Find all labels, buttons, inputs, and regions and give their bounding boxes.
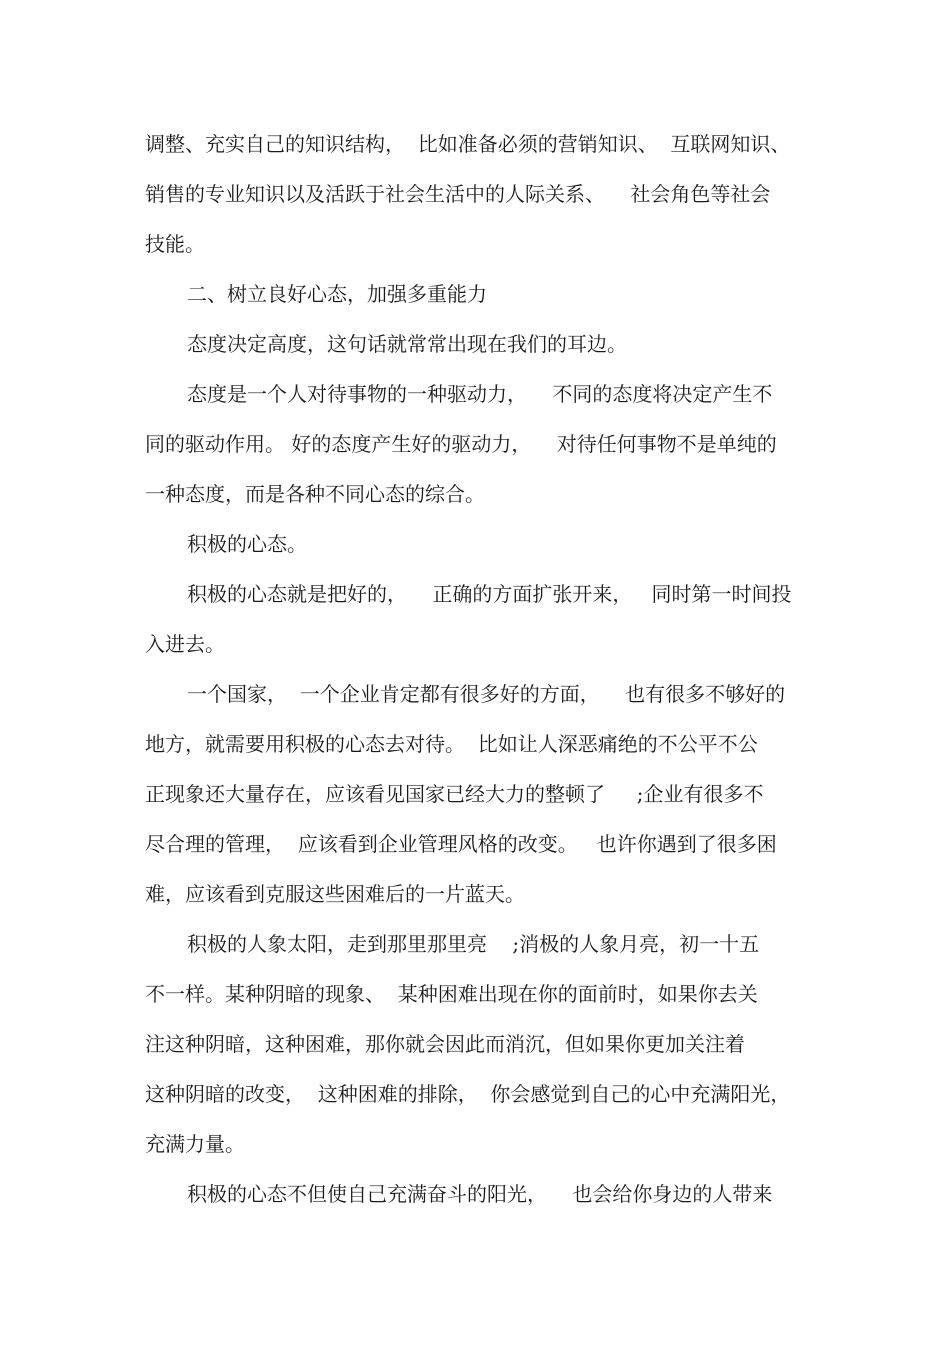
text-line: 正现象还大量存在，应该看见国家已经大力的整顿了 ;企业有很多不 bbox=[145, 782, 764, 806]
text-line: 这种阴暗的改变， 这种困难的排除， 你会感觉到自己的心中充满阳光， bbox=[145, 1082, 791, 1106]
text-line: 积极的心态就是把好的， 正确的方面扩张开来， 同时第一时间投 bbox=[187, 582, 792, 606]
text-line: 积极的心态。 bbox=[187, 532, 307, 556]
text-line: 难，应该看到克服这些困难后的一片蓝天。 bbox=[145, 882, 525, 906]
text-line: 积极的人象太阳，走到那里那里亮 ;消极的人象月亮，初一十五 bbox=[187, 932, 760, 956]
text-line: 充满力量。 bbox=[145, 1132, 245, 1156]
text-line: 一种态度，而是各种不同心态的综合。 bbox=[145, 482, 485, 506]
section-heading: 二、树立良好心态，加强多重能力 bbox=[187, 282, 487, 306]
text-line: 态度是一个人对待事物的一种驱动力， 不同的态度将决定产生不 bbox=[187, 382, 773, 406]
text-line: 态度决定高度，这句话就常常出现在我们的耳边。 bbox=[187, 332, 627, 356]
text-line: 不一样。某种阴暗的现象、 某种困难出现在你的面前时，如果你去关 bbox=[145, 982, 758, 1006]
text-line: 一个国家， 一个企业肯定都有很多好的方面， 也有很多不够好的 bbox=[187, 682, 786, 706]
text-line: 地方，就需要用积极的心态去对待。 比如让人深恶痛绝的不公平不公 bbox=[145, 732, 758, 756]
text-line: 注这种阴暗，这种困难，那你就会因此而消沉，但如果你更加关注着 bbox=[145, 1032, 745, 1056]
text-line: 技能。 bbox=[145, 232, 205, 256]
text-line: 同的驱动作用。 好的态度产生好的驱动力， 对待任何事物不是单纯的 bbox=[145, 432, 777, 456]
text-line: 销售的专业知识以及活跃于社会生活中的人际关系、 社会角色等社会 bbox=[145, 182, 771, 206]
text-line: 调整、充实自己的知识结构， 比如准备必须的营销知识、 互联网知识、 bbox=[145, 132, 791, 156]
text-line: 入进去。 bbox=[145, 632, 225, 656]
text-line: 尽合理的管理， 应该看到企业管理风格的改变。 也许你遇到了很多困 bbox=[145, 832, 777, 856]
text-line: 积极的心态不但使自己充满奋斗的阳光， 也会给你身边的人带来 bbox=[187, 1182, 773, 1206]
